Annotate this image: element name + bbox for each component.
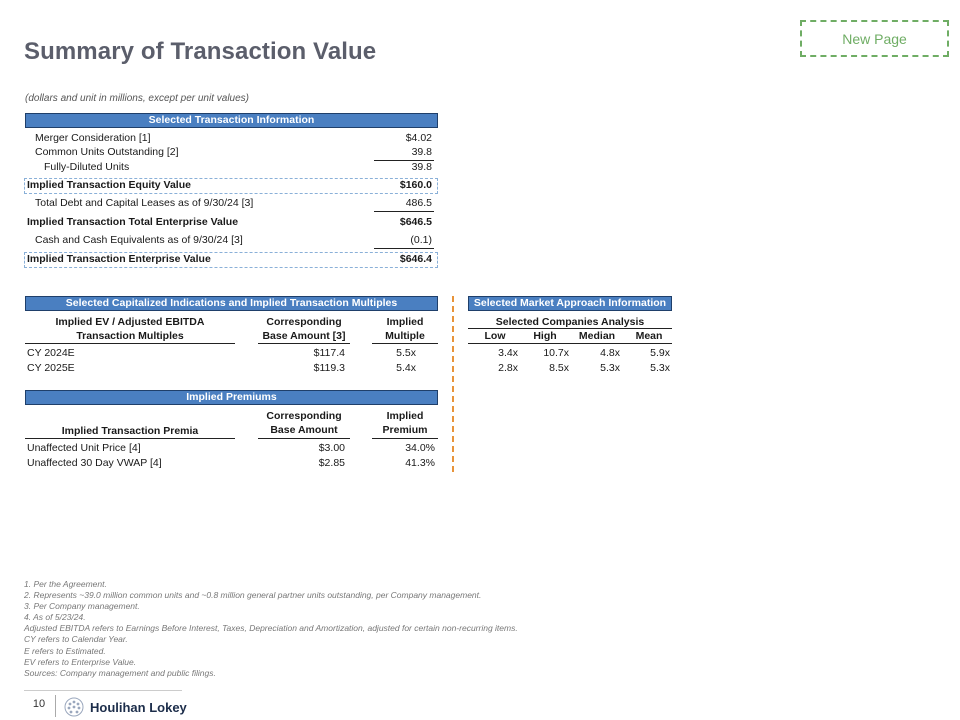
col-high-head: High — [533, 330, 557, 342]
premiums-col2-line2: Base Amount — [270, 424, 338, 436]
common-units-label: Common Units Outstanding [2] — [35, 146, 179, 158]
multiples-row-base: $119.3 — [313, 362, 345, 374]
premiums-col2-head — [258, 409, 350, 437]
fully-diluted-units-value: 39.8 — [411, 161, 432, 173]
premium-row-label: Unaffected 30 Day VWAP [4] — [27, 457, 162, 469]
common-units-value: 39.8 — [411, 146, 432, 158]
footnote: CY refers to Calendar Year. — [24, 634, 128, 645]
globe-logo-icon — [64, 697, 84, 717]
underline — [372, 438, 438, 439]
footnote: Sources: Company management and public filings. — [24, 667, 216, 678]
premiums-col3-line2: Premium — [382, 424, 428, 436]
cash-label: Cash and Cash Equivalents as of 9/30/24 [3] — [35, 234, 243, 246]
underline — [372, 343, 438, 344]
premium-row-value: 34.0% — [405, 442, 435, 454]
footnote: 3. Per Company management. — [24, 601, 140, 612]
premiums-col3-line1: Implied — [386, 410, 424, 422]
units-note: (dollars and unit in millions, except per unit values) — [25, 93, 249, 104]
multiples-col2-line1: Corresponding — [266, 316, 342, 328]
total-debt-label: Total Debt and Capital Leases as of 9/30/24 [3] — [35, 197, 254, 209]
multiples-row-base: $117.4 — [313, 347, 345, 359]
cash-value: (0.1) — [410, 234, 432, 246]
multiples-col1-line2: Transaction Multiples — [76, 330, 184, 342]
logo-text: Houlihan Lokey — [90, 699, 187, 715]
multiples-row-multiple: 5.4x — [396, 362, 416, 374]
multiples-row-label: CY 2024E — [27, 347, 75, 359]
footnote: 2. Represents ~39.0 million common units and ~0.8 million general partner units outstanding, per Company management. — [24, 590, 482, 601]
col-mean-head: Mean — [635, 330, 663, 342]
multiples-col3-line1: Implied — [386, 316, 424, 328]
page-number: 10 — [32, 698, 46, 710]
equity-value-label: Implied Transaction Equity Value — [27, 179, 191, 191]
col-low-head: Low — [484, 330, 506, 342]
market-approach-header: Selected Market Approach Information — [468, 296, 672, 311]
underline — [468, 343, 672, 344]
market-cell: 2.8x — [498, 362, 518, 374]
new-page-button[interactable]: New Page — [800, 20, 949, 57]
total-enterprise-value-value: $646.5 — [399, 216, 432, 228]
multiples-header: Selected Capitalized Indications and Implied Transaction Multiples — [25, 296, 438, 311]
underline — [258, 438, 350, 439]
company-logo — [64, 697, 187, 717]
market-cell: 5.9x — [650, 347, 670, 359]
companies-analysis-head: Selected Companies Analysis — [495, 316, 645, 328]
premiums-col2-line1: Corresponding — [266, 410, 342, 422]
footnote: E refers to Estimated. — [24, 645, 106, 656]
market-cell: 5.3x — [600, 362, 620, 374]
section-divider — [452, 296, 454, 472]
footnote: Adjusted EBITDA refers to Earnings Before Interest, Taxes, Depreciation and Amortization, adjusted for certain non-recurring items. — [24, 623, 518, 634]
market-cell: 5.3x — [650, 362, 670, 374]
underline — [374, 248, 434, 249]
multiples-col3-head — [372, 315, 438, 343]
enterprise-value-value: $646.4 — [399, 253, 432, 265]
premium-row-label: Unaffected Unit Price [4] — [27, 442, 141, 454]
market-cell: 4.8x — [600, 347, 620, 359]
multiples-col1-line1: Implied EV / Adjusted EBITDA — [55, 316, 205, 328]
premiums-header: Implied Premiums — [25, 390, 438, 405]
underline — [374, 211, 434, 212]
col-median-head: Median — [578, 330, 616, 342]
equity-value-value: $160.0 — [399, 179, 432, 191]
market-cell: 10.7x — [543, 347, 569, 359]
footnotes — [24, 579, 518, 679]
multiples-col2-line2: Base Amount [3] — [262, 330, 346, 342]
total-enterprise-value-label: Implied Transaction Total Enterprise Value — [27, 216, 239, 228]
multiples-col2-head — [258, 315, 350, 343]
footnote: EV refers to Enterprise Value. — [24, 656, 137, 667]
fully-diluted-units-label: Fully-Diluted Units — [44, 161, 130, 173]
multiples-col1-head — [25, 315, 235, 343]
transaction-info-header: Selected Transaction Information — [25, 113, 438, 128]
enterprise-value-label: Implied Transaction Enterprise Value — [27, 253, 211, 265]
underline — [258, 343, 350, 344]
market-cell: 3.4x — [498, 347, 518, 359]
merger-consideration-label: Merger Consideration [1] — [35, 132, 151, 144]
premium-row-base: $3.00 — [318, 442, 345, 454]
premium-row-base: $2.85 — [318, 457, 345, 469]
footnote: 4. As of 5/23/24. — [24, 612, 86, 623]
footnote: 1. Per the Agreement. — [24, 579, 107, 589]
merger-consideration-value: $4.02 — [405, 132, 432, 144]
multiples-row-label: CY 2025E — [27, 362, 75, 374]
underline — [25, 343, 235, 344]
premium-row-value: 41.3% — [405, 457, 435, 469]
premiums-col3-head — [372, 409, 438, 437]
footer-separator — [55, 695, 56, 717]
multiples-col3-line2: Multiple — [385, 330, 425, 342]
market-cell: 8.5x — [549, 362, 569, 374]
premiums-col1-head: Implied Transaction Premia — [61, 425, 199, 437]
multiples-row-multiple: 5.5x — [396, 347, 416, 359]
underline — [25, 438, 235, 439]
total-debt-value: 486.5 — [405, 197, 432, 209]
page-title: Summary of Transaction Value — [24, 38, 377, 65]
footer-divider — [24, 690, 182, 691]
